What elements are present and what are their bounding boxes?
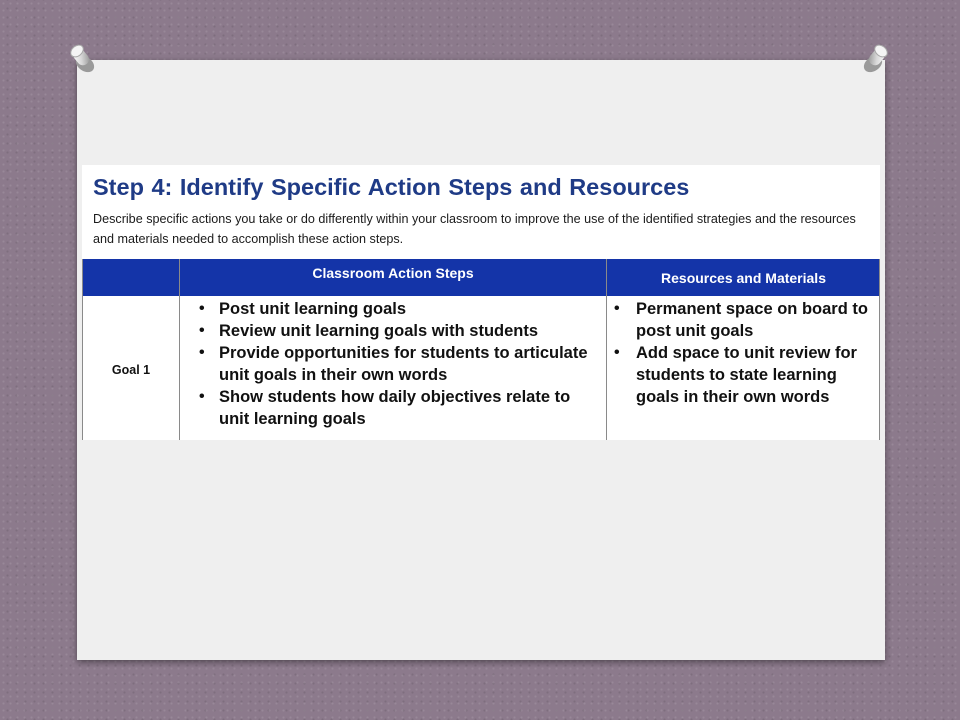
step-description: Describe specific actions you take or do differently within your classroom to improve the use of the identified strategies and the resources and materials needed to accomplish these action steps.	[93, 212, 856, 246]
pushpin-icon	[858, 42, 892, 76]
list-item: • Post unit learning goals	[195, 298, 603, 320]
row-divider	[82, 295, 880, 296]
resources-list	[611, 298, 877, 408]
list-item: • Add space to unit review for students to state learning goals in their own words	[611, 342, 877, 408]
list-item: • Permanent space on board to post unit goals	[611, 298, 877, 342]
table-left-border	[82, 259, 83, 440]
table-right-border	[879, 259, 880, 440]
list-item: • Review unit learning goals with students	[195, 320, 603, 342]
column-divider	[606, 259, 607, 440]
list-item: • Provide opportunities for students to articulate unit goals in their own words	[195, 342, 603, 386]
pushpin-icon	[66, 42, 100, 76]
action-steps-list	[195, 298, 603, 430]
goal-label: Goal 1	[111, 363, 151, 377]
column-divider	[179, 259, 180, 440]
list-item: • Show students how daily objectives relate to unit learning goals	[195, 386, 603, 430]
header-classroom-action-steps: Classroom Action Steps	[180, 259, 606, 295]
header-empty-cell	[82, 259, 179, 295]
header-resources-and-materials: Resources and Materials	[607, 259, 880, 295]
step-title: Step 4: Identify Specific Action Steps and Resources	[93, 174, 690, 200]
step-panel	[82, 165, 880, 440]
action-steps-table	[82, 259, 880, 440]
